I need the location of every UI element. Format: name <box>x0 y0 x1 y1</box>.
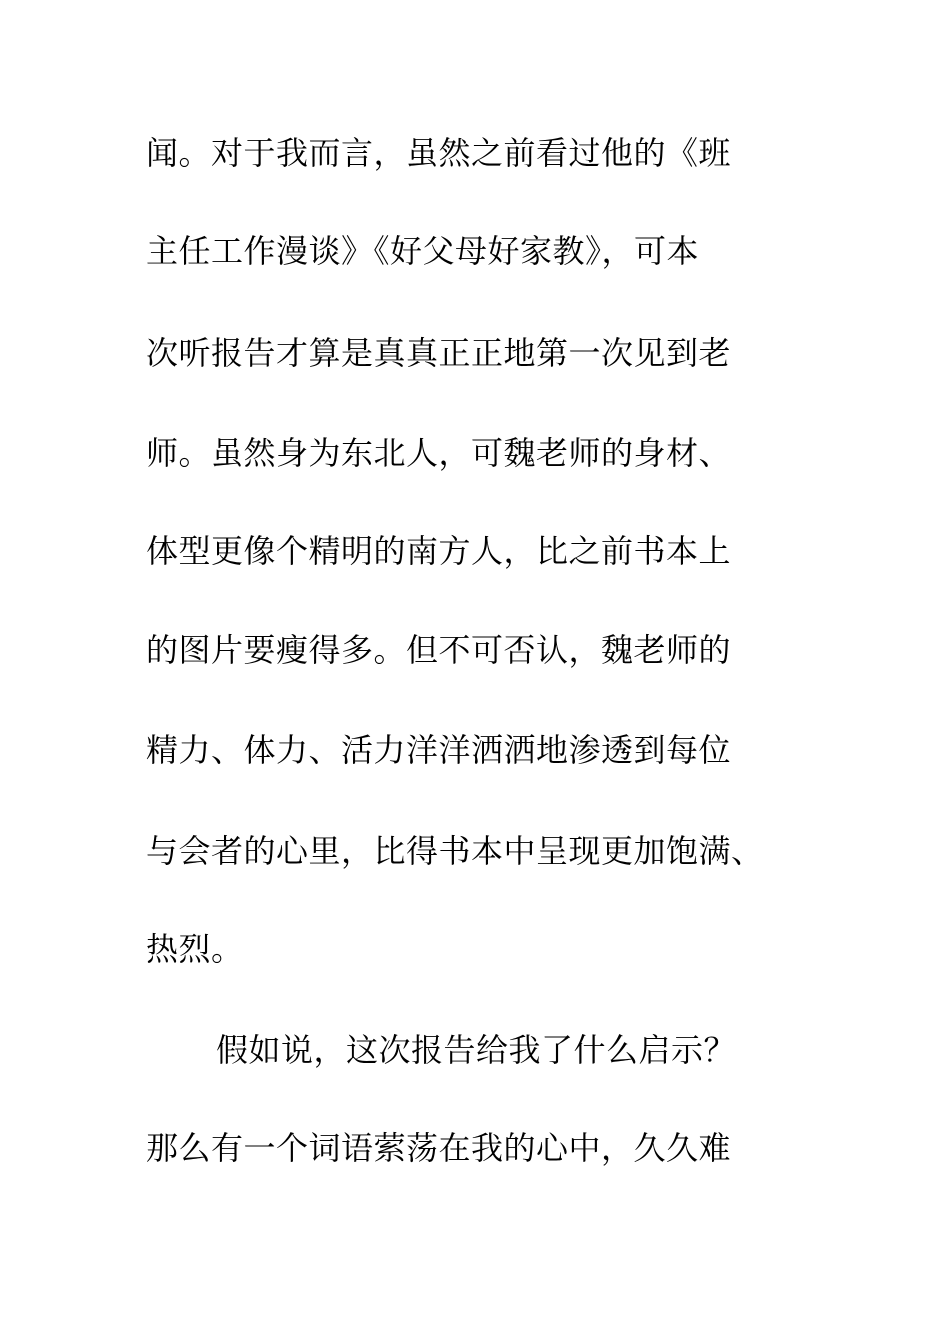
text-line-4: 师。虽然身为东北人，可魏老师的身材、 <box>146 434 732 472</box>
text-line-5: 体型更像个精明的南方人，比之前书本上 <box>146 532 732 570</box>
text-line-1: 闻。对于我而言，虽然之前看过他的《班 <box>146 134 732 172</box>
paragraph-start-line: 假如说，这次报告给我了什么启示？ <box>216 1031 737 1069</box>
text-line-9: 热烈。 <box>146 930 244 968</box>
text-line-3: 次听报告才算是真真正正地第一次见到老 <box>146 334 732 372</box>
text-line-6: 的图片要瘦得多。但不可否认，魏老师的 <box>146 631 732 669</box>
text-line-7: 精力、体力、活力洋洋洒洒地渗透到每位 <box>146 731 732 769</box>
text-line-11: 那么有一个词语萦荡在我的心中，久久难 <box>146 1129 732 1167</box>
text-line-8: 与会者的心里，比得书本中呈现更加饱满、 <box>146 832 764 870</box>
text-line-2: 主任工作漫谈》《好父母好家教》，可本 <box>146 232 700 270</box>
